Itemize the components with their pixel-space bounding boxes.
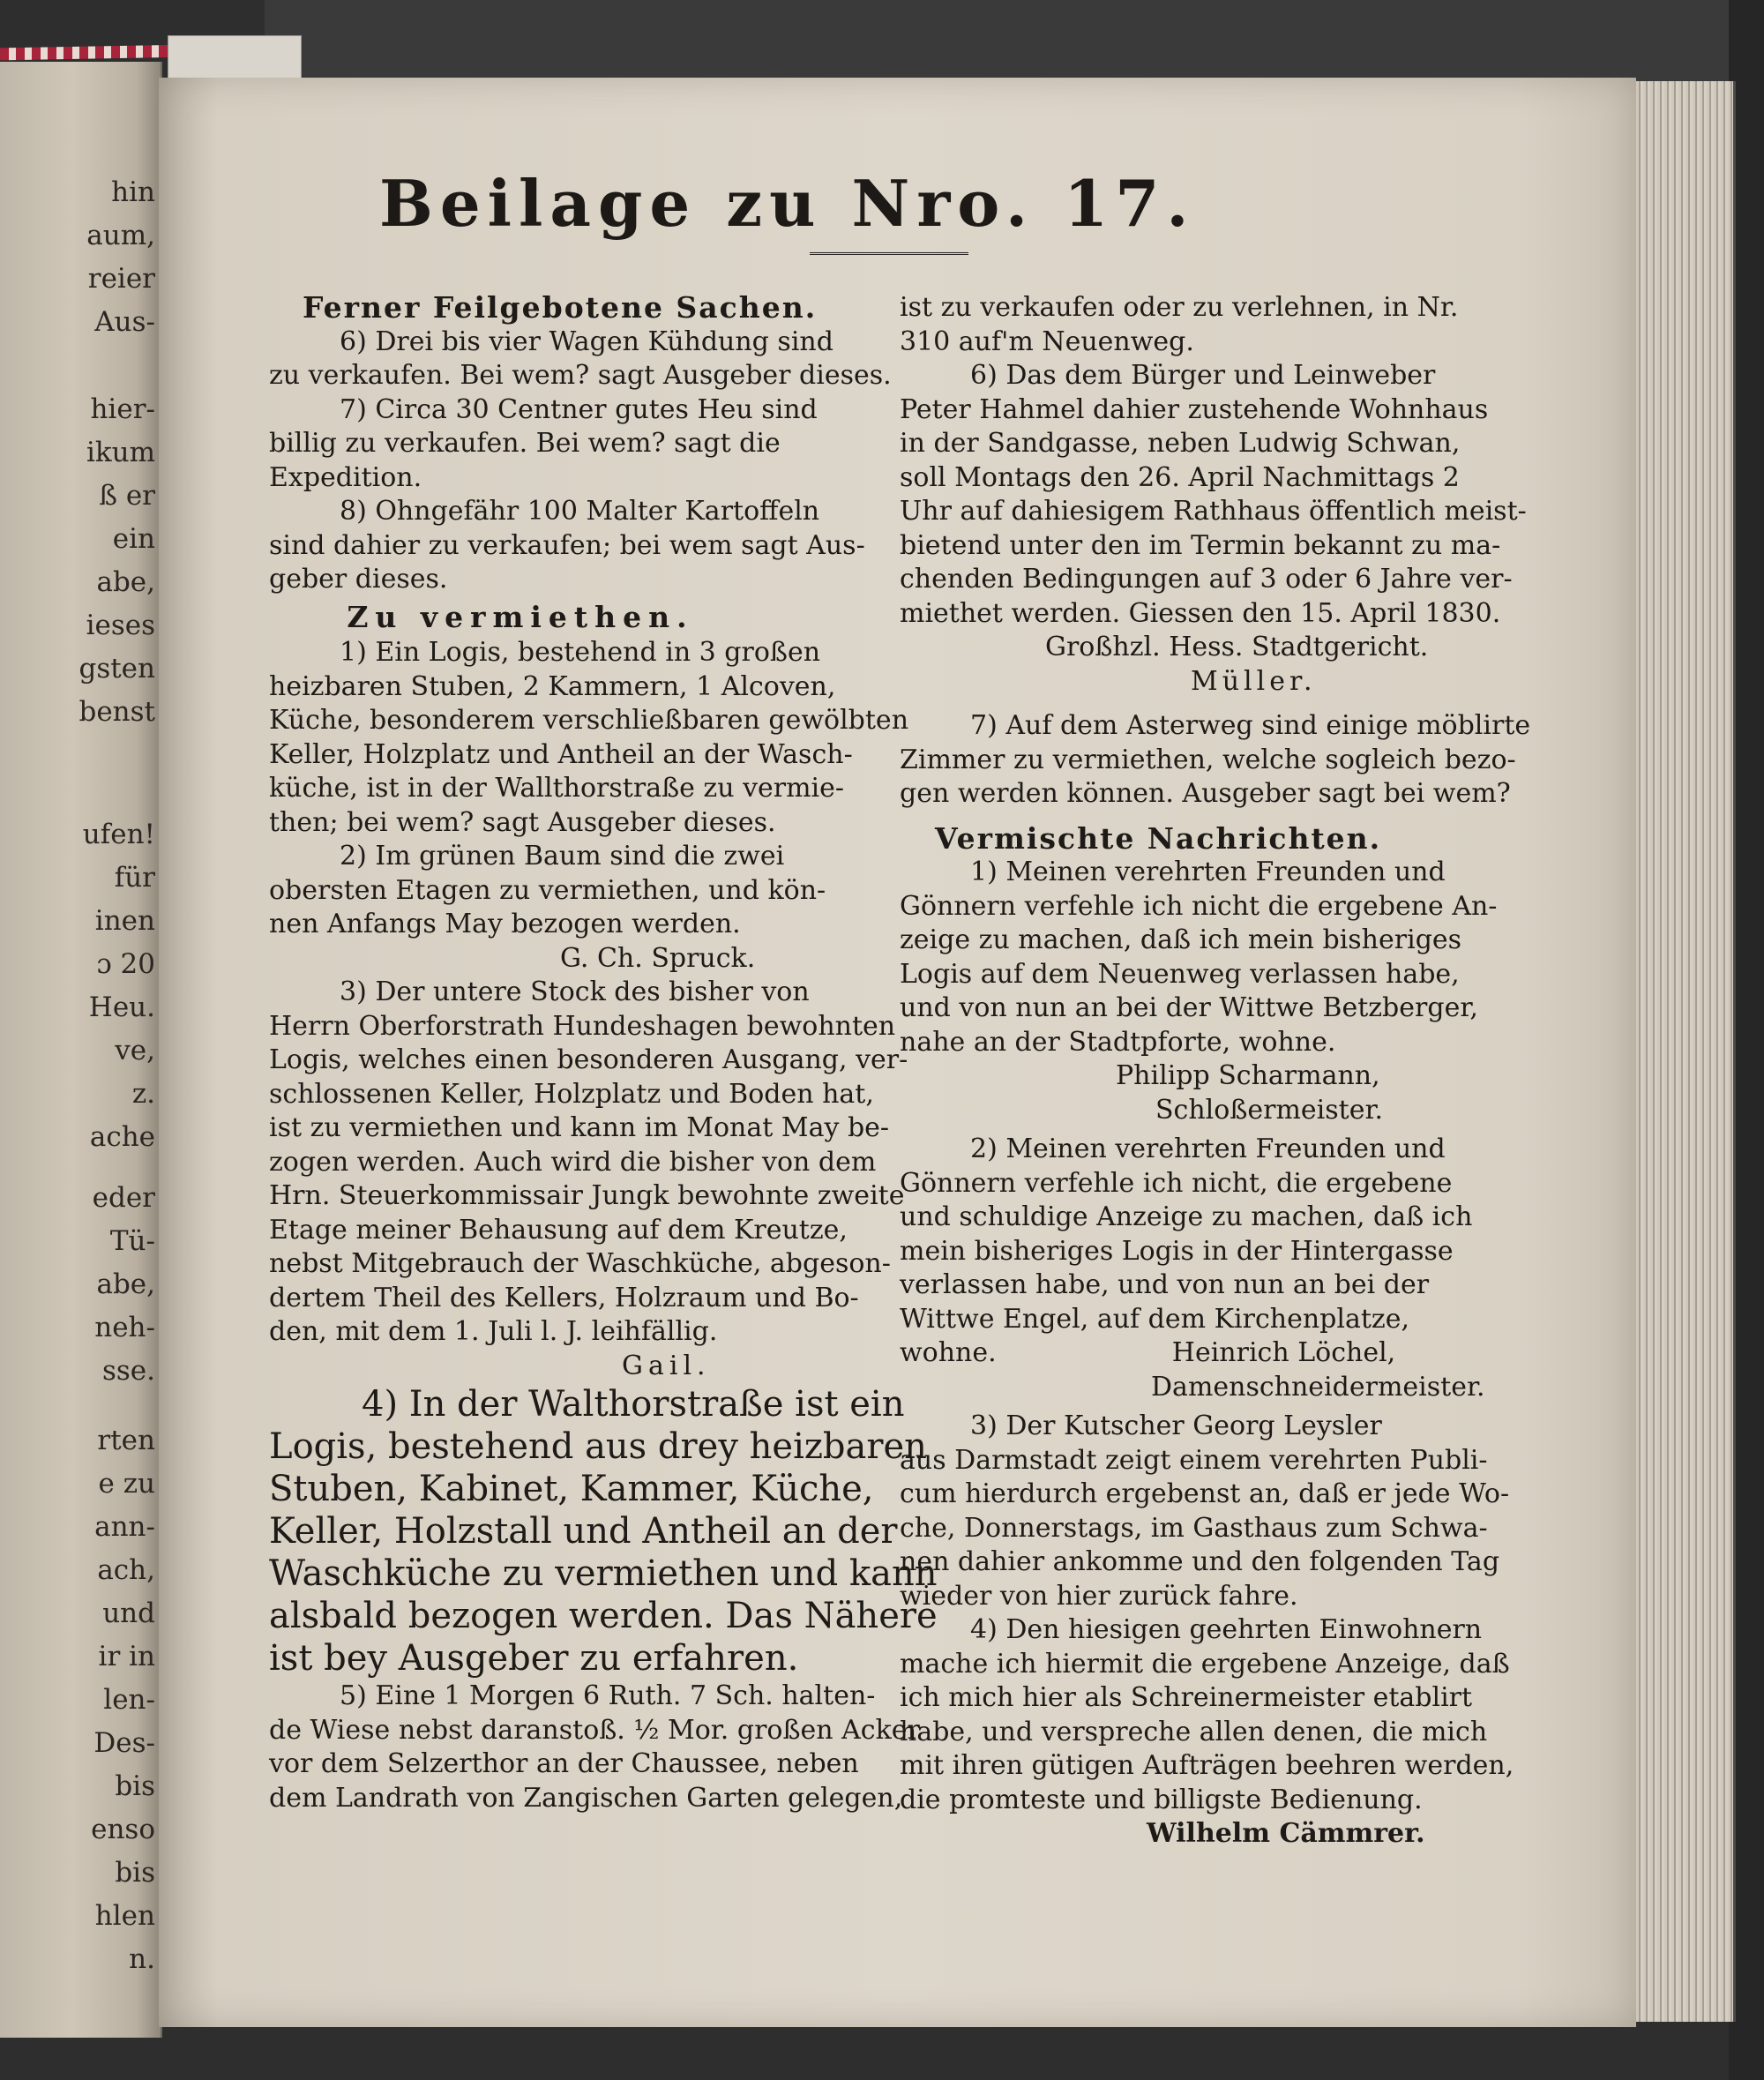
left-page-text-fragment: Aus-	[94, 306, 155, 338]
left-page-text-fragment: ikum	[86, 437, 155, 468]
text-line: heizbaren Stuben, 2 Kammern, 1 Alcoven,	[269, 670, 836, 702]
vermiethen-4	[269, 1383, 938, 1680]
text-line: zeige zu machen, daß ich mein bisheriges	[900, 924, 1462, 955]
vermiethen-5-continued	[900, 291, 1508, 359]
text-line: den, mit dem 1. Juli l. J. leihfällig.	[269, 1316, 718, 1347]
signature-line-loechel	[900, 1336, 1508, 1371]
left-page-text-fragment: reier	[87, 263, 155, 295]
text-line: 3) Der untere Stock des bisher von	[340, 976, 810, 1007]
right-column	[900, 291, 1531, 1852]
left-page-text-fragment: ein	[112, 523, 155, 555]
text-line: mit ihren gütigen Aufträgen beehren werden,	[900, 1750, 1514, 1781]
text-line: habe, und verspreche allen denen, die mich	[900, 1716, 1488, 1747]
text-line: cum hierdurch ergebenst an, daß er jede Wo-	[900, 1478, 1510, 1509]
left-page-text-fragment: gsten	[78, 653, 155, 685]
text-line: Waschküche zu vermiethen und kann	[269, 1553, 938, 1594]
title-rule	[810, 252, 968, 255]
text-line: und schuldige Anzeige zu machen, daß ich	[900, 1201, 1473, 1232]
left-page-text-fragment: ve,	[115, 1035, 155, 1066]
vermiethen-1	[269, 636, 909, 840]
text-line: Logis auf dem Neuenweg verlassen habe,	[900, 958, 1460, 990]
left-page-text-fragment: für	[114, 862, 155, 894]
signature-scharmann: Philipp Scharmann,	[1116, 1060, 1380, 1091]
text-line: Küche, besonderem verschließbaren gewölbten	[269, 705, 909, 736]
text-line: alsbald bezogen werden. Das Nähere	[269, 1596, 938, 1636]
text-line: 1) Ein Logis, bestehend in 3 großen	[340, 637, 821, 668]
text-line: sind dahier zu verkaufen; bei wem sagt Aus-	[269, 529, 865, 561]
text-line: nen Anfangs May bezogen werden.	[269, 909, 741, 939]
signature-loechel: Heinrich Löchel,	[1171, 1337, 1396, 1368]
nachricht-2	[900, 1133, 1508, 1404]
signature-damenschneidermeister: Damenschneidermeister.	[1151, 1371, 1485, 1403]
left-page-text-fragment: abe,	[96, 1268, 155, 1300]
left-column	[269, 290, 938, 1815]
left-page-text-fragment: ufen!	[82, 819, 155, 850]
text-line: ich mich hier als Schreinermeister etablirt	[900, 1682, 1473, 1713]
text-line: gen werden können. Ausgeber sagt bei wem?	[900, 778, 1511, 809]
left-page-text-fragment: und	[102, 1597, 155, 1629]
left-page-text-fragment: hlen	[94, 1900, 155, 1932]
left-page-text-fragment: len-	[103, 1684, 155, 1716]
left-page-text-fragment: ir in	[98, 1641, 155, 1672]
text-line: 3) Der Kutscher Georg Leysler	[970, 1410, 1382, 1441]
left-page-text-fragment: ieses	[86, 610, 155, 641]
left-page-text-fragment: bis	[115, 1857, 155, 1889]
signature-stadtgericht: Großhzl. Hess. Stadtgericht.	[1045, 632, 1429, 662]
text-line: zu verkaufen. Bei wem? sagt Ausgeber dieses.	[269, 360, 892, 391]
vermiethen-3	[269, 976, 908, 1383]
text-line: wieder von hier zurück fahre.	[900, 1580, 1298, 1612]
left-page-text-fragment: ann-	[94, 1511, 155, 1543]
text-line: schlossenen Keller, Holzplatz und Boden hat,	[269, 1078, 874, 1110]
text-line: 7) Circa 30 Centner gutes Heu sind	[340, 393, 818, 425]
text-line: mein bisheriges Logis in der Hintergasse	[900, 1235, 1454, 1267]
left-page-text-fragment: ach,	[97, 1554, 155, 1586]
left-page-text-fragment: ɔ 20	[96, 948, 155, 980]
left-page-fragment	[0, 62, 162, 2038]
heading-zu-vermiethen: Zu vermiethen.	[347, 599, 694, 634]
text-line: Peter Hahmel dahier zustehende Wohnhaus	[900, 393, 1489, 425]
left-page-text-fragment: hier-	[90, 393, 155, 425]
text-line: Expedition.	[269, 461, 422, 493]
left-page-text-fragment: Heu.	[88, 991, 155, 1023]
nachricht-4	[900, 1613, 1514, 1852]
text-line: Uhr auf dahiesigem Rathhaus öffentlich meist-	[900, 496, 1527, 527]
left-page-text-fragment: neh-	[94, 1312, 155, 1343]
left-page-text-fragment: rten	[97, 1425, 155, 1456]
left-page-text-fragment: e zu	[98, 1468, 155, 1500]
heading-vermischte-nachrichten: Vermischte Nachrichten.	[935, 820, 1382, 856]
text-line: Hrn. Steuerkommissair Jungk bewohnte zweite	[269, 1180, 905, 1211]
text-line: nahe an der Stadtpforte, wohne.	[900, 1026, 1336, 1058]
left-page-text-fragment: z.	[131, 1078, 155, 1110]
text-line: Gönnern verfehle ich nicht, die ergebene	[900, 1167, 1453, 1199]
vermiethen-5	[269, 1680, 920, 1815]
text-line: aus Darmstadt zeigt einem verehrten Publi-	[900, 1444, 1488, 1476]
signature-gail: Gail.	[622, 1350, 711, 1381]
text-line: dertem Theil des Kellers, Holzraum und Bo-	[269, 1282, 859, 1313]
text-line: vor dem Selzerthor an der Chaussee, neben	[269, 1748, 859, 1779]
text-line: 6) Drei bis vier Wagen Kühdung sind	[340, 325, 833, 357]
left-page-text-fragment: benst	[78, 696, 155, 728]
page-title: Beilage zu Nro. 17.	[379, 166, 1196, 241]
text-line: geber dieses.	[269, 564, 448, 595]
text-line: Zimmer zu vermiethen, welche sogleich bezo-	[900, 744, 1516, 775]
text-line: 4) Den hiesigen geehrten Einwohnern	[970, 1614, 1483, 1645]
text-line: die promteste und billigste Bedienung.	[900, 1784, 1423, 1815]
left-page-text-fragment: inen	[94, 905, 155, 937]
text-line: dem Landrath von Zangischen Garten gelegen,	[269, 1782, 903, 1814]
text-line: in der Sandgasse, neben Ludwig Schwan,	[900, 428, 1461, 459]
signature-schlossermeister: Schloßermeister.	[1155, 1094, 1384, 1126]
text-line: billig zu verkaufen. Bei wem? sagt die	[269, 428, 781, 459]
nachricht-1	[900, 856, 1508, 1127]
item-6	[269, 325, 892, 393]
left-page-text-fragment: aum,	[86, 220, 155, 251]
text-line: Herrn Oberforstrath Hundeshagen bewohnten	[269, 1010, 896, 1042]
text-line: 2) Im grünen Baum sind die zwei	[340, 841, 785, 872]
text-line: verlassen habe, und von nun an bei der	[900, 1269, 1430, 1300]
text-line: nen dahier ankomme und den folgenden Tag	[900, 1546, 1500, 1577]
nachricht-3	[900, 1410, 1508, 1613]
left-page-text-fragment: enso	[91, 1814, 155, 1845]
text-line: Logis, bestehend aus drey heizbaren	[269, 1426, 927, 1467]
bookmark-tab	[168, 35, 302, 79]
text-line: bietend unter den im Termin bekannt zu ma-	[900, 529, 1501, 561]
text-line: nebst Mitgebrauch der Waschküche, abgeson-	[269, 1248, 891, 1279]
left-page-text-fragment: ß er	[99, 480, 155, 512]
text-line: soll Montags den 26. April Nachmittags 2	[900, 461, 1460, 493]
text-line: ist bey Ausgeber zu erfahren.	[269, 1638, 799, 1679]
left-page-text-fragment: eder	[92, 1182, 155, 1214]
item-8	[269, 495, 878, 597]
text-line: che, Donnerstags, im Gasthaus zum Schwa-	[900, 1512, 1488, 1544]
left-page-text-fragment: abe,	[96, 566, 155, 598]
text-line: 7) Auf dem Asterweg sind einige möblirte	[970, 710, 1531, 741]
left-page-text-fragment: ache	[89, 1121, 155, 1153]
page-edges	[1636, 81, 1736, 2022]
text-line: 4) In der Walthorstraße ist ein	[362, 1384, 905, 1425]
text-line: mache ich hiermit die ergebene Anzeige, daß	[900, 1648, 1510, 1680]
text-line: 1) Meinen verehrten Freunden und	[970, 857, 1446, 887]
text-line: obersten Etagen zu vermiethen, und kön-	[269, 874, 826, 906]
text-line: 310 auf'm Neuenweg.	[900, 325, 1194, 357]
text-line: Stuben, Kabinet, Kammer, Küche,	[269, 1469, 874, 1509]
text-line: Gönnern verfehle ich nicht die ergebene An-	[900, 890, 1498, 922]
text-line: then; bei wem? sagt Ausgeber dieses.	[269, 806, 776, 838]
text-line: 2) Meinen verehrten Freunden und	[970, 1134, 1446, 1164]
left-page-text-fragment: Tü-	[109, 1225, 155, 1257]
text-line: ist zu verkaufen oder zu verlehnen, in Nr.	[900, 292, 1459, 323]
left-page-text-fragment: Des-	[93, 1727, 155, 1759]
text-line: Logis, welches einen besonderen Ausgang, ver-	[269, 1044, 908, 1075]
text-line: Wittwe Engel, auf dem Kirchenplatze,	[900, 1303, 1409, 1335]
text-line: zogen werden. Auch wird die bisher von dem	[269, 1146, 877, 1178]
text-line: küche, ist in der Wallthorstraße zu vermie-	[269, 773, 845, 804]
text-line: miethet werden. Giessen den 15. April 1830.	[900, 597, 1501, 629]
text-line: de Wiese nebst daranstoß. ½ Mor. großen Acker	[269, 1714, 920, 1746]
text-line: ist zu vermiethen und kann im Monat May be-	[269, 1112, 890, 1143]
text-line: Keller, Holzstall und Antheil an der	[269, 1511, 898, 1552]
left-page-text-fragment: hin	[111, 176, 155, 208]
text-line: Etage meiner Behausung auf dem Kreutze,	[269, 1214, 848, 1246]
left-page-text-fragment: n.	[129, 1943, 155, 1975]
signature-spruck: G. Ch. Spruck.	[560, 942, 756, 974]
text-line: chenden Bedingungen auf 3 oder 6 Jahre ver-	[900, 564, 1513, 595]
vermiethen-7	[900, 709, 1531, 812]
text-wohne: wohne.	[900, 1337, 997, 1368]
vermiethen-2	[269, 840, 878, 976]
text-line: 6) Das dem Bürger und Leinweber	[970, 360, 1436, 391]
vermiethen-6	[900, 359, 1527, 699]
item-7	[269, 393, 878, 496]
left-page-text-fragment: bis	[115, 1770, 155, 1802]
text-line: Keller, Holzplatz und Antheil an der Wasch-	[269, 738, 853, 770]
signature-caemmrer: Wilhelm Cämmrer.	[1147, 1818, 1425, 1849]
text-line: 8) Ohngefähr 100 Malter Kartoffeln	[340, 496, 820, 527]
heading-feilgebotene-sachen: Ferner Feilgebotene Sachen.	[303, 290, 818, 325]
signature-mueller: Müller.	[1191, 665, 1317, 697]
text-line: 5) Eine 1 Morgen 6 Ruth. 7 Sch. halten-	[340, 1680, 876, 1711]
left-page-text-fragment: sse.	[101, 1355, 155, 1387]
text-line: und von nun an bei der Wittwe Betzberger,	[900, 992, 1478, 1023]
